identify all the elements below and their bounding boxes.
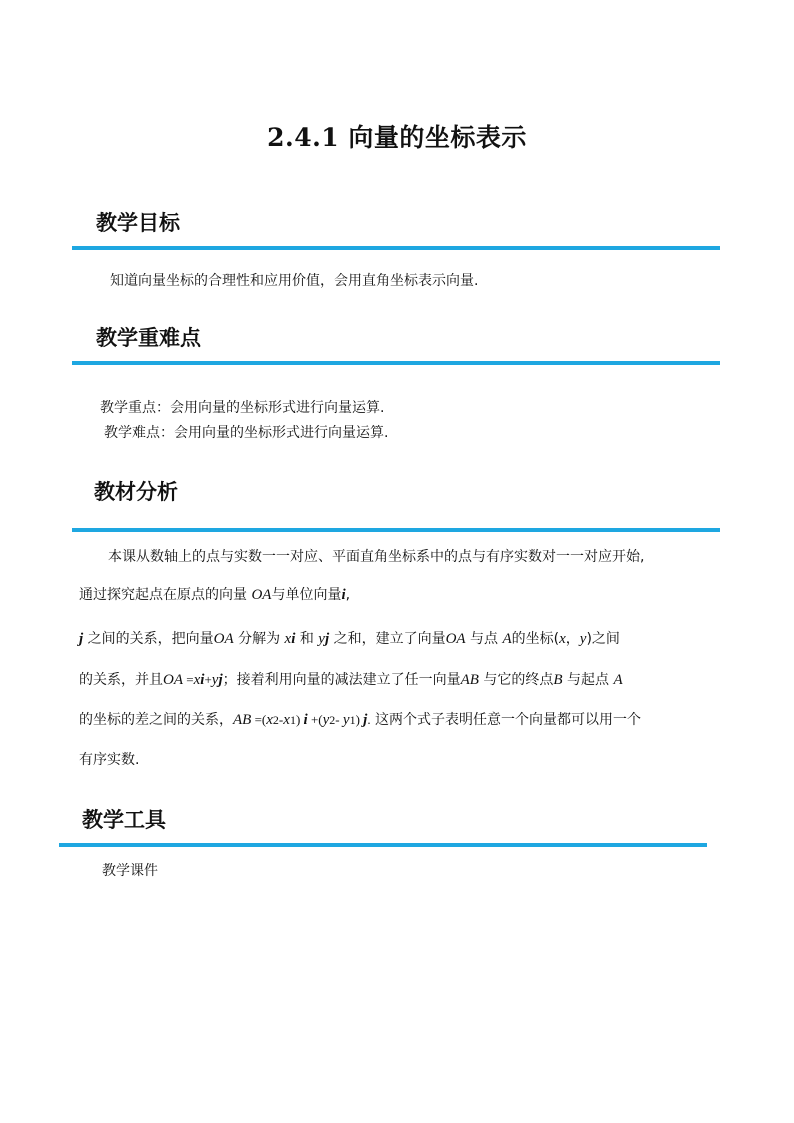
section-divider — [72, 361, 720, 365]
analysis-line-1: 本课从数轴上的点与实数一一对应、平面直角坐标系中的点与有序实数对一一对应开始, — [108, 549, 645, 565]
key-point-line: 教学重点：会用向量的坐标形式进行向量运算. — [100, 400, 385, 416]
analysis-line-5: 的坐标的差之间的关系，AB =(x2-x1) i +(y2- y1) j. 这两个式子表明任意一个向量都可以用一个 — [79, 712, 642, 728]
section-heading-key-points: 教学重难点 — [96, 326, 201, 350]
objectives-text: 知道向量坐标的合理性和应用价值，会用直角坐标表示向量. — [110, 273, 479, 289]
difficult-point-line: 教学难点：会用向量的坐标形式进行向量运算. — [104, 425, 389, 441]
analysis-line-6: 有序实数. — [79, 752, 140, 768]
section-divider — [72, 246, 720, 250]
tools-text: 教学课件 — [102, 863, 158, 879]
analysis-line-4: 的关系，并且OA =xi+yj；接着利用向量的减法建立了任一向量AB 与它的终点B 与起点 A — [79, 672, 623, 688]
analysis-line-2: 通过探究起点在原点的向量 OA与单位向量i, — [79, 587, 351, 603]
section-heading-analysis: 教材分析 — [94, 480, 178, 504]
section-heading-objectives: 教学目标 — [96, 211, 180, 235]
section-divider — [59, 843, 707, 847]
section-divider — [72, 528, 720, 532]
document-title: 2.4.1 向量的坐标表示 — [267, 123, 527, 152]
analysis-line-3: j 之间的关系，把向量OA 分解为 xi 和 yj 之和，建立了向量OA 与点 A的坐标(x，y)之间 — [79, 631, 620, 647]
section-heading-tools: 教学工具 — [82, 808, 166, 832]
